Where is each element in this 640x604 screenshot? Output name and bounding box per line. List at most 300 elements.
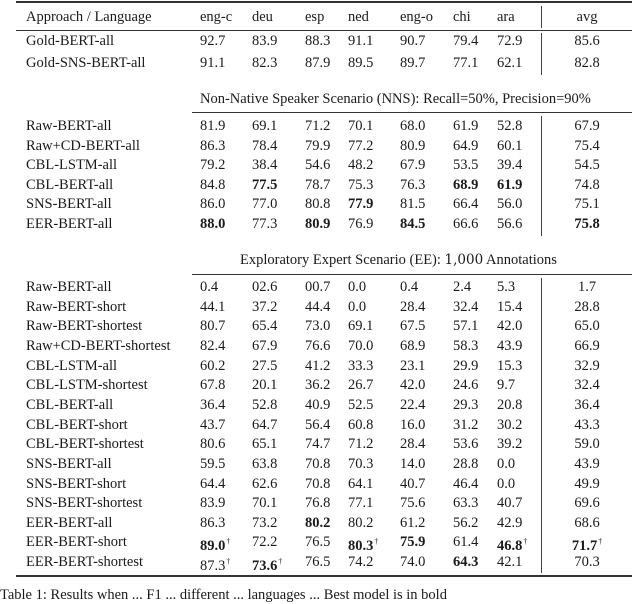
row-approach-label: EER-BERT-all — [26, 514, 113, 531]
avg-divider-ee — [541, 278, 542, 573]
cell-value: 83.9 — [252, 33, 278, 49]
dagger-mark: † — [598, 537, 603, 547]
table-cell — [252, 396, 277, 414]
table-cell — [497, 156, 522, 174]
table-cell — [497, 396, 522, 414]
cell-value: 60.2 — [200, 357, 226, 374]
table-cell — [305, 156, 330, 174]
avg-cell — [548, 514, 626, 532]
cell-value: 80.2 — [348, 514, 374, 531]
cell-value: 44.1 — [200, 298, 226, 315]
cell-value: 74.7 — [305, 436, 331, 453]
cell-value: 69.1 — [348, 318, 374, 335]
cell-value: 16.0 — [400, 416, 426, 433]
avg-cell — [548, 337, 626, 355]
table-cell — [497, 514, 522, 532]
table-cell — [305, 176, 330, 194]
table-cell — [252, 376, 277, 394]
table-cell — [400, 416, 425, 434]
cell-value: 32.4 — [453, 298, 479, 315]
cell-value: 28.4 — [400, 436, 426, 453]
cell-value: 20.8 — [497, 396, 523, 413]
cell-value: 91.1 — [200, 54, 226, 71]
cell-value: 26.7 — [348, 377, 374, 394]
table-cell — [305, 298, 330, 316]
table-cell — [252, 176, 277, 194]
cell-value: 81.5 — [400, 196, 426, 213]
header-rule — [16, 30, 632, 31]
cell-value: 87.9 — [305, 54, 331, 71]
table-cell — [348, 514, 373, 532]
table-cell — [453, 455, 478, 473]
avg-cell — [548, 553, 626, 571]
table-cell — [200, 137, 225, 155]
row-approach-label: Raw+CD-BERT-all — [26, 137, 140, 154]
table-cell — [200, 416, 225, 434]
avg-value: 75.1 — [574, 196, 600, 213]
table-cell — [400, 278, 418, 296]
cell-value: 88.3 — [305, 33, 331, 49]
avg-value: 49.9 — [574, 475, 600, 492]
cell-value: 86.3 — [200, 514, 226, 531]
cell-value: 92.7 — [200, 33, 226, 49]
table-cell — [453, 298, 478, 316]
cell-value: 64.7 — [252, 416, 278, 433]
table-cell — [453, 337, 478, 355]
table-cell — [348, 54, 373, 72]
table-cell — [305, 376, 330, 394]
table-cell — [305, 215, 330, 233]
cell-value: 42.9 — [497, 514, 523, 531]
avg-cell — [548, 494, 626, 512]
cell-value: 70.1 — [252, 495, 278, 512]
table-cell — [252, 54, 277, 72]
cell-value: 79.2 — [200, 157, 226, 174]
cell-value: 82.3 — [252, 54, 278, 71]
cell-value: 56.0 — [497, 196, 523, 213]
row-approach-label: CBL-LSTM-all — [26, 357, 118, 374]
table-cell — [348, 215, 373, 233]
cell-value: 52.8 — [252, 396, 278, 413]
table-cell — [453, 278, 471, 296]
table-cell — [305, 195, 330, 213]
avg-value: 75.8 — [574, 216, 600, 232]
cell-value: 66.6 — [453, 216, 479, 232]
cell-value: 80.3 — [348, 538, 374, 555]
avg-cell — [548, 396, 626, 414]
table-cell — [497, 337, 522, 355]
cell-value: 77.1 — [348, 495, 374, 512]
cell-value: 02.6 — [252, 279, 278, 295]
table-cell — [305, 494, 330, 512]
cell-value: 65.4 — [252, 318, 278, 335]
table-cell — [200, 195, 225, 213]
header-col-deu: deu — [252, 9, 273, 25]
cell-value: 90.7 — [400, 33, 426, 49]
cell-value: 89.0 — [200, 538, 226, 555]
cell-value: 2.4 — [453, 279, 472, 295]
avg-cell — [548, 54, 626, 72]
table-cell — [305, 357, 330, 375]
table-cell — [305, 514, 330, 532]
cell-value: 76.3 — [400, 176, 426, 193]
cell-value: 23.1 — [400, 357, 426, 374]
dagger-mark: † — [523, 537, 528, 547]
cell-value: 27.5 — [252, 357, 278, 374]
table-cell — [400, 215, 425, 233]
cell-value: 70.3 — [348, 455, 374, 472]
cell-value: 60.1 — [497, 137, 523, 154]
cell-value: 72.2 — [252, 534, 278, 551]
table-cell — [348, 435, 373, 453]
cell-value: 41.2 — [305, 357, 331, 374]
table-cell — [305, 396, 330, 414]
cell-value: 43.7 — [200, 416, 226, 433]
cell-value: 68.9 — [400, 337, 426, 354]
cell-value: 67.9 — [400, 157, 426, 174]
header-col-ara: ara — [497, 9, 515, 25]
table-cell — [252, 533, 277, 551]
table-cell — [453, 396, 478, 414]
table-cell — [348, 278, 366, 296]
table-cell — [252, 317, 277, 335]
header-col-ned: ned — [348, 9, 369, 25]
avg-value: 1.7 — [577, 279, 597, 295]
table-cell — [200, 455, 225, 473]
cell-value: 73.6 — [252, 558, 278, 575]
cell-value: 56.4 — [305, 416, 331, 433]
cell-value: 39.2 — [497, 436, 523, 453]
table-cell — [400, 475, 425, 493]
cell-value: 46.4 — [453, 475, 479, 492]
cell-value: 73.2 — [252, 514, 278, 531]
table-cell — [400, 32, 425, 50]
row-approach-label: EER-BERT-short — [26, 534, 127, 551]
cell-value: 61.2 — [400, 514, 426, 531]
cell-value: 40.7 — [400, 475, 426, 492]
table-cell — [200, 475, 225, 493]
table-cell — [497, 117, 522, 135]
table-cell — [348, 494, 373, 512]
cell-value: 84.8 — [200, 176, 226, 193]
cell-value: 78.7 — [305, 176, 331, 193]
cell-value: 31.2 — [453, 416, 479, 433]
cell-value: 87.3 — [200, 558, 226, 575]
cell-value: 79.9 — [305, 137, 331, 154]
cell-value: 0.0 — [497, 475, 516, 492]
table-cell — [497, 357, 522, 375]
table-cell — [453, 475, 478, 493]
table-cell — [348, 553, 373, 571]
avg-value: 68.6 — [574, 514, 600, 531]
nns-section-title: Non-Native Speaker Scenario (NNS): Recall=50%, Precision=90% — [200, 91, 591, 107]
table-cell — [252, 156, 277, 174]
cell-value: 86.3 — [200, 137, 226, 154]
cell-value: 65.1 — [252, 436, 278, 453]
table-cell — [200, 54, 225, 72]
cell-value: 58.3 — [453, 337, 479, 354]
table-cell — [453, 416, 478, 434]
table-cell — [305, 553, 330, 571]
cell-value: 83.9 — [200, 495, 226, 512]
table-cell — [348, 475, 373, 493]
table-cell — [252, 195, 277, 213]
table-caption: Table 1: Results when ... F1 ... different ... languages ... Best model is in bold — [0, 587, 447, 603]
cell-value: 72.9 — [497, 33, 523, 49]
cell-value: 42.1 — [497, 554, 523, 571]
cell-value: 0.0 — [497, 455, 516, 472]
avg-cell — [548, 475, 626, 493]
cell-value: 89.7 — [400, 54, 426, 71]
cell-value: 42.0 — [400, 377, 426, 394]
table-cell — [348, 156, 373, 174]
cell-value: 56.2 — [453, 514, 479, 531]
avg-value: 82.8 — [574, 54, 600, 71]
table-cell — [252, 435, 277, 453]
table-cell — [348, 298, 366, 316]
row-approach-label: CBL-BERT-shortest — [26, 436, 144, 453]
cell-value: 24.6 — [453, 377, 479, 394]
table-cell — [453, 54, 478, 72]
table-cell — [348, 317, 373, 335]
cell-value: 88.0 — [200, 216, 226, 232]
cell-value: 38.4 — [252, 157, 278, 174]
row-approach-label: Raw-BERT-all — [26, 118, 112, 134]
cell-value: 71.2 — [305, 118, 331, 134]
table-cell — [453, 195, 478, 213]
table-cell — [200, 317, 225, 335]
ee-title-prefix: Exploratory Expert Scenario (EE): — [240, 252, 445, 268]
table-cell — [400, 455, 425, 473]
ee-title-suffix: Annotations — [483, 252, 557, 268]
cell-value: 77.3 — [252, 216, 278, 232]
table-cell — [453, 514, 478, 532]
cell-value: 0.0 — [348, 298, 367, 315]
cell-value: 79.4 — [453, 33, 479, 49]
avg-cell — [548, 317, 626, 335]
cell-value: 36.4 — [200, 396, 226, 413]
cell-value: 42.0 — [497, 318, 523, 335]
cell-value: 70.0 — [348, 337, 374, 354]
cell-value: 37.2 — [252, 298, 278, 315]
table-cell — [200, 435, 225, 453]
table-cell — [497, 553, 522, 571]
row-approach-label: Gold-BERT-all — [26, 33, 115, 49]
cell-value: 78.4 — [252, 137, 278, 154]
table-cell — [252, 514, 277, 532]
table-cell — [497, 416, 522, 434]
row-approach-label: Raw-BERT-shortest — [26, 318, 143, 335]
cell-value: 20.1 — [252, 377, 278, 394]
table-cell — [497, 215, 522, 233]
header-approach-label: Approach / Language — [26, 9, 152, 25]
table-cell — [400, 553, 425, 571]
cell-value: 77.0 — [252, 196, 278, 213]
cell-value: 57.1 — [453, 318, 479, 335]
table-cell — [348, 195, 373, 213]
avg-cell — [548, 416, 626, 434]
table-cell — [348, 376, 373, 394]
row-approach-label: SNS-BERT-all — [26, 455, 112, 472]
cell-value: 75.9 — [400, 534, 426, 551]
cell-value: 00.7 — [305, 279, 331, 295]
avg-value: 65.0 — [574, 318, 600, 335]
table-cell — [497, 195, 522, 213]
cell-value: 46.8 — [497, 538, 523, 555]
table-cell — [497, 298, 522, 316]
table-cell — [348, 176, 373, 194]
table-cell — [252, 32, 277, 50]
header-col-avg: avg — [576, 9, 598, 25]
avg-value: 32.4 — [574, 377, 600, 394]
header-col-eng-c: eng-c — [200, 9, 233, 25]
cell-value: 44.4 — [305, 298, 331, 315]
cell-value: 76.5 — [305, 534, 331, 551]
table-cell — [252, 357, 277, 375]
cell-value: 75.3 — [348, 176, 374, 193]
table-cell — [252, 494, 277, 512]
header-col-eng-o: eng-o — [400, 9, 434, 25]
table-cell — [453, 553, 478, 571]
cell-value: 39.4 — [497, 157, 523, 174]
table-cell — [497, 317, 522, 335]
cell-value: 60.8 — [348, 416, 374, 433]
cell-value: 22.4 — [400, 396, 426, 413]
cell-value: 80.6 — [200, 436, 226, 453]
table-cell — [497, 435, 522, 453]
cell-value: 15.3 — [497, 357, 523, 374]
cell-value: 61.9 — [497, 176, 523, 193]
avg-cell — [548, 32, 626, 50]
table-cell — [453, 117, 478, 135]
cell-value: 66.4 — [453, 196, 479, 213]
avg-value: 67.9 — [574, 118, 600, 134]
avg-cell — [548, 376, 626, 394]
cell-value: 53.5 — [453, 157, 479, 174]
avg-value: 74.8 — [574, 176, 600, 193]
table-cell — [305, 475, 330, 493]
ee-section-title — [240, 251, 557, 269]
dagger-mark: † — [278, 557, 283, 567]
cell-value: 43.9 — [497, 337, 523, 354]
table-cell — [305, 54, 330, 72]
cell-value: 77.9 — [348, 196, 374, 213]
table-cell — [497, 278, 515, 296]
table-cell — [305, 278, 330, 296]
table-cell — [497, 455, 515, 473]
cell-value: 81.9 — [200, 118, 226, 134]
table-cell — [252, 337, 277, 355]
table-cell — [252, 137, 277, 155]
row-approach-label: Raw+CD-BERT-shortest — [26, 337, 171, 354]
cell-value: 63.3 — [453, 495, 479, 512]
table-cell — [305, 416, 330, 434]
avg-cell — [548, 156, 626, 174]
avg-divider-nns — [541, 116, 542, 236]
table-cell — [348, 396, 373, 414]
avg-cell — [548, 195, 626, 213]
cell-value: 84.5 — [400, 216, 426, 232]
table-cell — [305, 533, 330, 551]
header-col-esp: esp — [305, 9, 325, 25]
cell-value: 70.1 — [348, 118, 374, 134]
cell-value: 64.4 — [200, 475, 226, 492]
table-cell — [497, 176, 522, 194]
cell-value: 5.3 — [497, 279, 516, 295]
table-cell — [200, 514, 225, 532]
table-cell — [305, 117, 330, 135]
row-approach-label: CBL-LSTM-shortest — [26, 377, 148, 394]
cell-value: 56.6 — [497, 216, 523, 232]
table-cell — [400, 514, 425, 532]
table-cell — [252, 117, 277, 135]
cell-value: 28.8 — [453, 455, 479, 472]
avg-value: 59.0 — [574, 436, 600, 453]
table-cell — [400, 494, 425, 512]
avg-value: 85.6 — [574, 33, 600, 49]
cell-value: 74.2 — [348, 554, 374, 571]
table-cell — [348, 337, 373, 355]
table-top-rule — [16, 1, 632, 3]
table-cell — [497, 137, 522, 155]
row-approach-label: Raw-BERT-all — [26, 279, 112, 295]
cell-value: 9.7 — [497, 377, 516, 394]
table-cell — [400, 435, 425, 453]
cell-value: 36.2 — [305, 377, 331, 394]
table-cell — [200, 278, 218, 296]
cell-value: 76.9 — [348, 216, 374, 232]
table-cell — [200, 298, 225, 316]
cell-value: 29.9 — [453, 357, 479, 374]
cell-value: 80.8 — [305, 196, 331, 213]
table-cell — [453, 317, 478, 335]
table-cell — [252, 475, 277, 493]
table-cell — [252, 416, 277, 434]
dagger-mark: † — [226, 557, 231, 567]
avg-value: 70.3 — [574, 554, 600, 571]
nns-section-rule — [192, 112, 632, 113]
cell-value: 68.0 — [400, 118, 426, 134]
avg-value: 43.3 — [574, 416, 600, 433]
cell-value: 67.8 — [200, 377, 226, 394]
avg-value: 69.6 — [574, 495, 600, 512]
table-cell — [400, 137, 425, 155]
table-cell — [453, 32, 478, 50]
table-cell — [348, 32, 373, 50]
cell-value: 80.9 — [400, 137, 426, 154]
avg-cell — [548, 215, 626, 233]
cell-value: 75.6 — [400, 495, 426, 512]
cell-value: 71.2 — [348, 436, 374, 453]
table-cell — [305, 435, 330, 453]
table-cell — [400, 176, 425, 194]
table-cell — [497, 475, 515, 493]
table-cell — [252, 455, 277, 473]
avg-divider-gold — [541, 33, 542, 75]
table-cell — [200, 553, 230, 575]
table-cell — [453, 357, 478, 375]
cell-value: 53.6 — [453, 436, 479, 453]
row-approach-label: CBL-BERT-all — [26, 176, 114, 193]
table-cell — [305, 32, 330, 50]
cell-value: 77.5 — [252, 176, 278, 193]
table-cell — [252, 278, 277, 296]
avg-value: 54.5 — [574, 157, 600, 174]
table-cell — [400, 533, 425, 551]
cell-value: 77.2 — [348, 137, 374, 154]
cell-value: 28.4 — [400, 298, 426, 315]
cell-value: 30.2 — [497, 416, 523, 433]
